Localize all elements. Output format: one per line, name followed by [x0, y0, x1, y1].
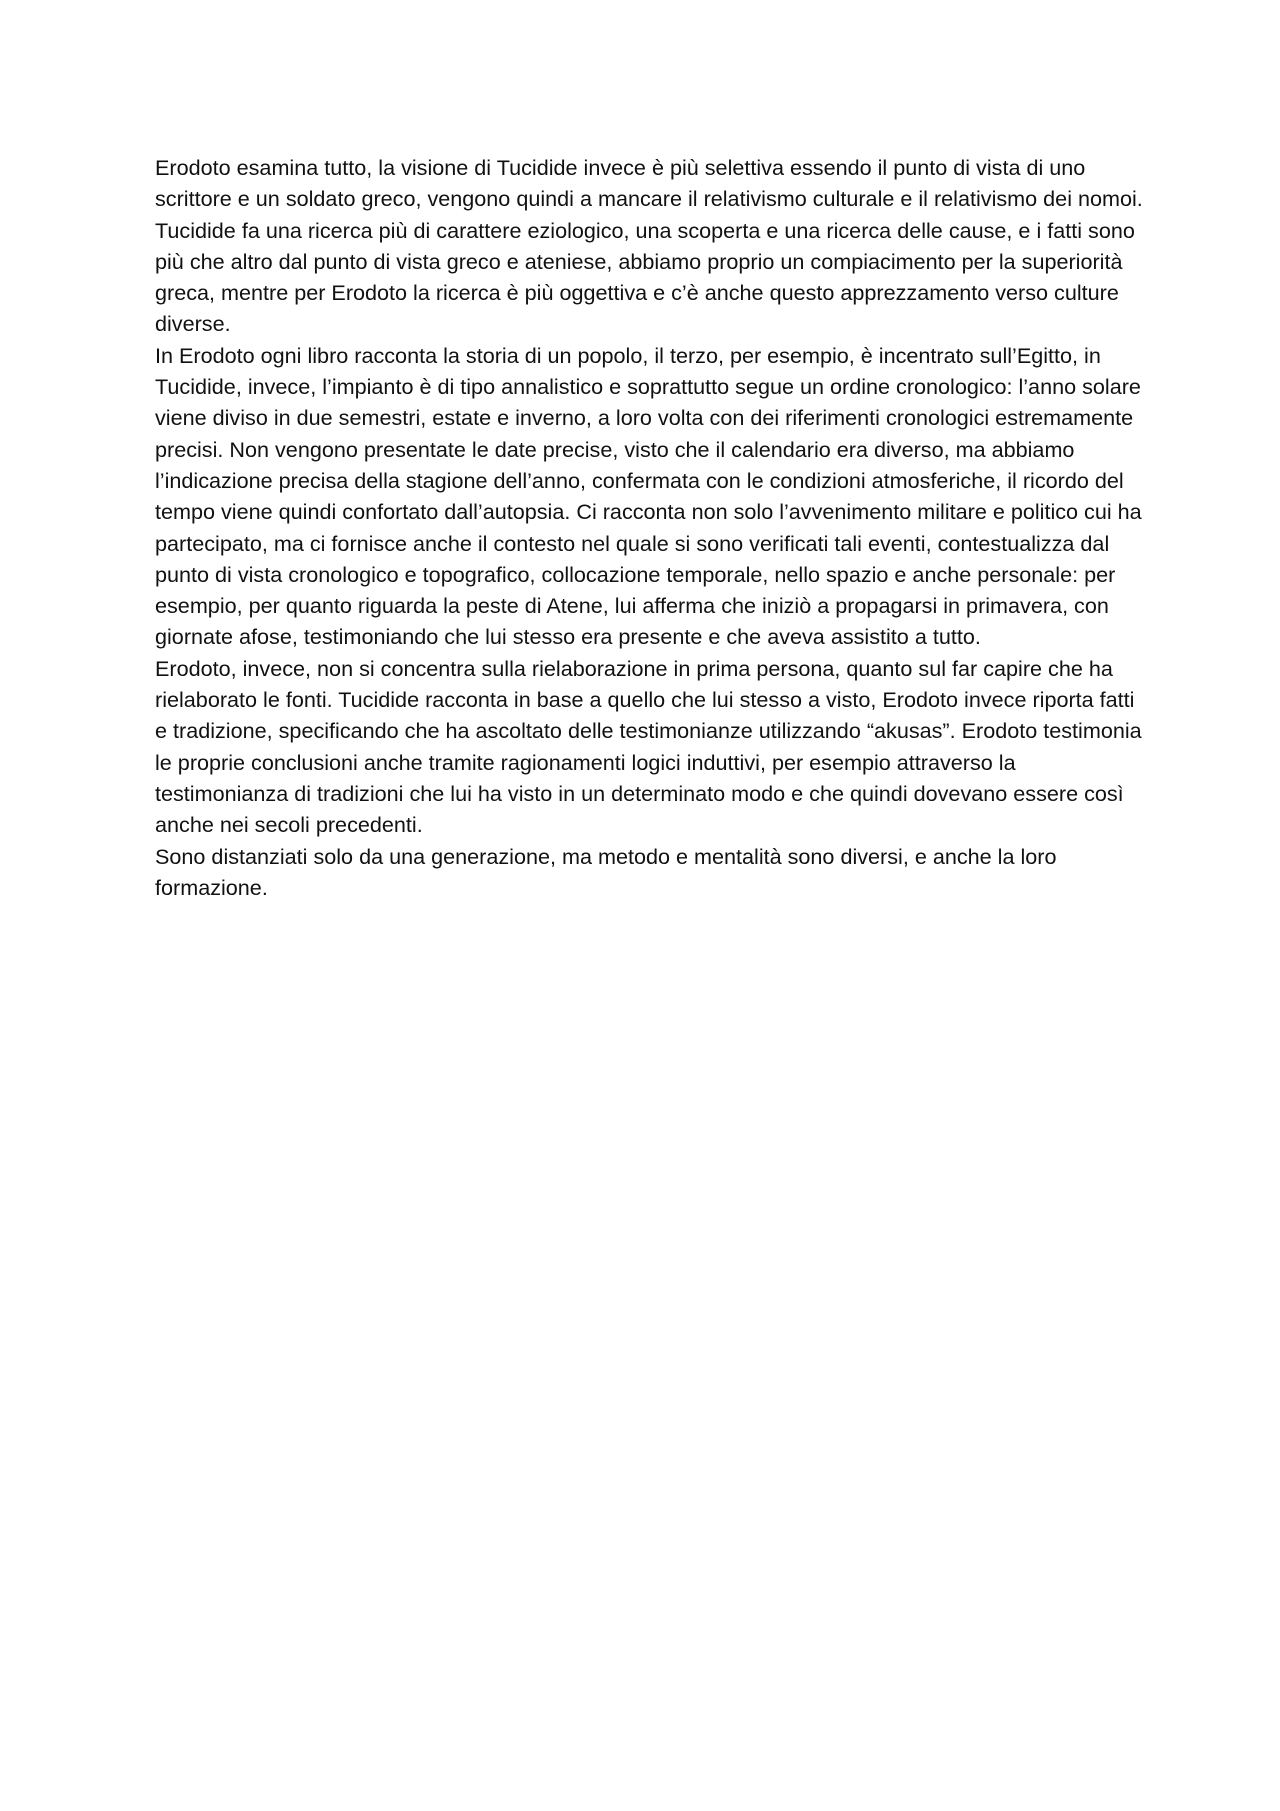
paragraph-erodoto-tucidide-visione: Erodoto esamina tutto, la visione di Tucidide invece è più selettiva essendo il punto di vista di uno scrittore e un soldato greco, vengono quindi a mancare il relativismo culturale e il relativismo dei nomoi.	[155, 155, 1143, 212]
paragraph-impianto-annalistico: In Erodoto ogni libro racconta la storia di un popolo, il terzo, per esempio, è incentrato sull’Egitto, in Tucidide, invece, l’impianto è di tipo annalistico e soprattutto segue un ordine cronologico: l’anno solare viene diviso in due semestri, estate e inverno, a loro volta con dei riferimenti cronologici estremamente precisi. Non vengono presentate le date precise, visto che il calendario era diverso, ma abbiamo l’indicazione precisa della stagione dell’anno, confermata con le condizioni atmosferiche, il ricordo del tempo viene quindi confortato dall’autopsia. Ci racconta non solo l’avvenimento militare e politico cui ha partecipato, ma ci fornisce anche il contesto nel quale si sono verificati tali eventi, contestualizza dal punto di vista cronologico e topografico, collocazione temporale, nello spazio e anche personale: per esempio, per quanto riguarda la peste di Atene, lui afferma che iniziò a propagarsi in primavera, con giornate afose, testimoniando che lui stesso era presente e che aveva assistito a tutto.	[155, 342, 1142, 650]
paragraph-rielaborazione-fonti: Erodoto, invece, non si concentra sulla rielaborazione in prima persona, quanto sul far capire che ha rielaborato le fonti. Tucidide racconta in base a quello che lui stesso a visto, Erodoto invece riporta fatti e tradizione, specificando che ha ascoltato delle testimonianze utilizzando “akusas”. Erodoto testimonia le proprie conclusioni anche tramite ragionamenti logici induttivi, per esempio attraverso la testimonianza di tradizioni che lui ha visto in un determinato modo e che quindi dovevano essere così anche nei secoli precedenti.	[155, 655, 1142, 838]
paragraph-conclusione: Sono distanziati solo da una generazione, ma metodo e mentalità sono diversi, e anche la loro formazione.	[155, 843, 1057, 900]
body-text	[155, 152, 1145, 903]
paragraph-ricerca-eziologica: Tucidide fa una ricerca più di carattere eziologico, una scoperta e una ricerca delle cause, e i fatti sono più che altro dal punto di vista greco e ateniese, abbiamo proprio un compiacimento per la superiorità greca, mentre per Erodoto la ricerca è più oggettiva e c’è anche questo apprezzamento verso culture diverse.	[155, 217, 1135, 337]
